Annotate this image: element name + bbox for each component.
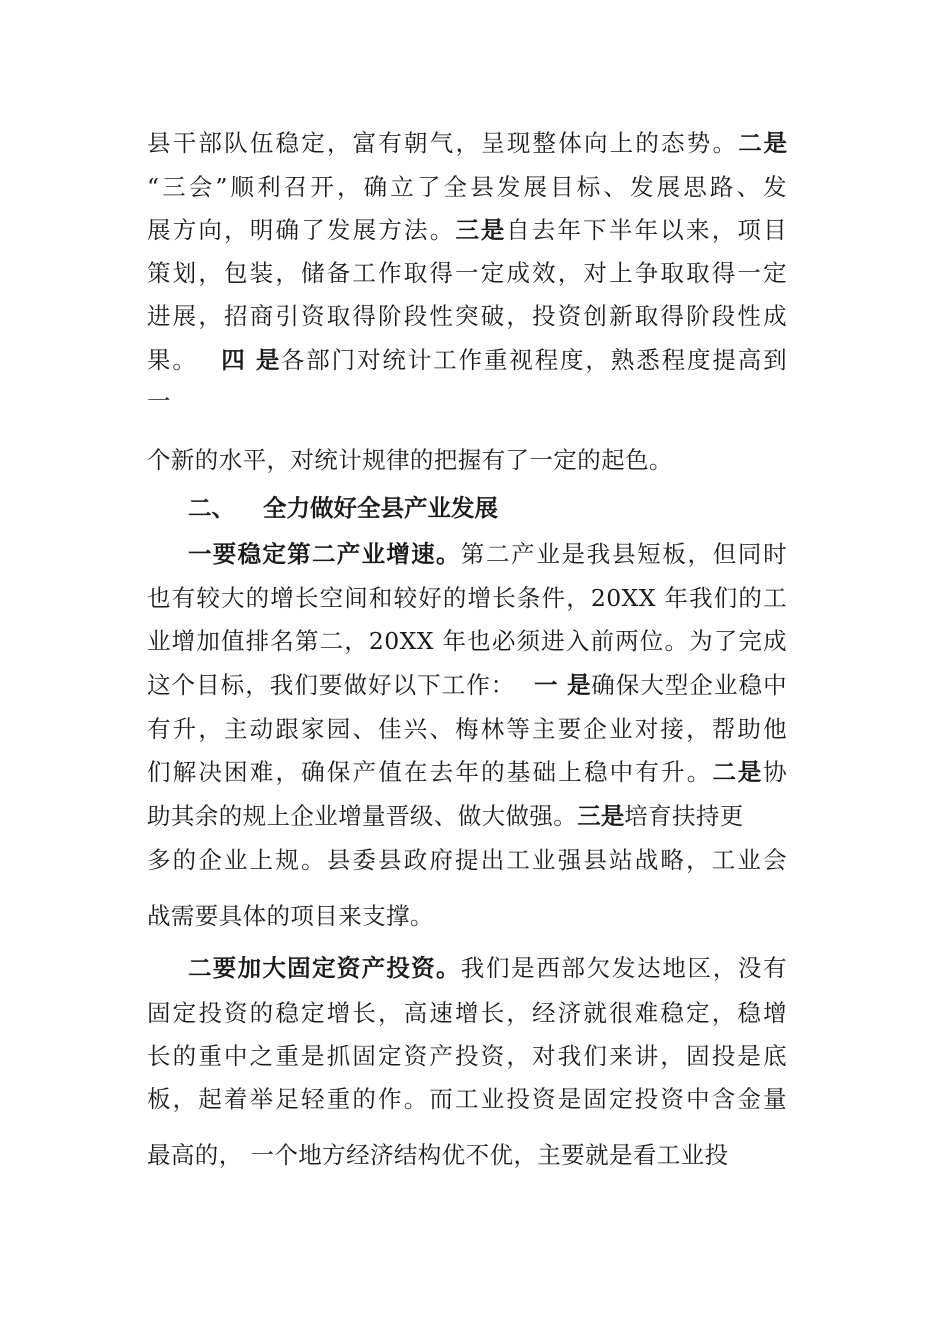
text-run: 确保大型企业稳中 [591,671,788,699]
p2-line-1 [188,538,787,570]
section-title: 全力做好全县产业发展 [263,494,498,522]
p1-line-2: “三会”顺利召开，确立了全县发展目标、发展思路、发 [147,173,787,201]
bold-marker: 一 是 [533,671,592,699]
text-run: 这个目标，我们要做好以下工作： [147,671,516,699]
p1-line-8: 个新的水平，对统计规律的把握有了一定的起色。 [147,446,673,474]
p1-line-3 [147,214,787,246]
bold-marker: 三是 [455,216,507,244]
paragraph-lead: 一要稳定第二产业增速。 [188,540,461,568]
p3-line-2: 固定投资的稳定增长，高速增长，经济就很难稳定，稳增 [147,999,787,1027]
section-number: 二、 [188,494,235,522]
text-run: 们解决困难，确保产值在去年的基础上稳中有升。 [147,758,713,786]
text-run: 自去年下半年以来，项目 [506,216,787,244]
p2-line-7 [147,800,744,832]
p2-line-4 [147,669,787,701]
p3-line-3: 长的重中之重是抓固定资产投资，对我们来讲，固投是底 [147,1042,787,1070]
text-run: 展方向，明确了发展方法。 [147,216,456,244]
p2-line-2: 也有较大的增长空间和较好的增长条件，20XX 年我们的工 [147,584,787,612]
p2-line-9: 战需要具体的项目来支撑。 [147,902,434,930]
p1-line-7: 一 [147,387,171,415]
bold-marker: 二是 [712,758,764,786]
text-run: 各部门对统计工作重视程度，熟悉程度提高到 [280,346,787,374]
section-heading [188,492,498,524]
p1-line-1 [147,127,787,159]
p1-line-5: 进展，招商引资取得阶段性突破，投资创新取得阶段性成 [147,302,787,330]
p1-line-6 [147,344,787,376]
p2-line-5: 有升，主动跟家园、佳兴、梅林等主要企业对接，帮助他 [147,715,787,743]
bold-marker: 二是 [738,129,788,157]
text-run: 我们是西部欠发达地区，没有 [460,954,788,982]
bold-marker: 三是 [577,802,625,830]
p3-line-5: 最高的， 一个地方经济结构优不优，主要就是看工业投 [147,1141,729,1169]
paragraph-lead: 二要加大固定资产投资。 [188,954,461,982]
p2-line-3: 业增加值排名第二，20XX 年也必须进入前两位。为了完成 [147,627,787,655]
p2-line-8: 多的企业上规。县委县政府提出工业强县站战略，工业会 [147,846,787,874]
bold-marker: 四 是 [219,346,281,374]
text-run: 助其余的规上企业增量晋级、做大做强。 [147,802,578,830]
p2-line-6 [147,756,787,788]
p1-line-4: 策划，包装，储备工作取得一定成效，对上争取取得一定 [147,259,787,287]
text-run: 果。 [147,346,198,374]
text-run: 协 [763,758,787,786]
text-run: 第二产业是我县短板，但同时 [460,540,788,568]
p3-line-1 [188,952,787,984]
text-run: 培育扶持更 [624,802,744,830]
text-run: 县干部队伍稳定，富有朝气，呈现整体向上的态势。 [147,129,739,157]
p3-line-4: 板，起着举足轻重的作。而工业投资是固定投资中含金量 [147,1085,787,1113]
